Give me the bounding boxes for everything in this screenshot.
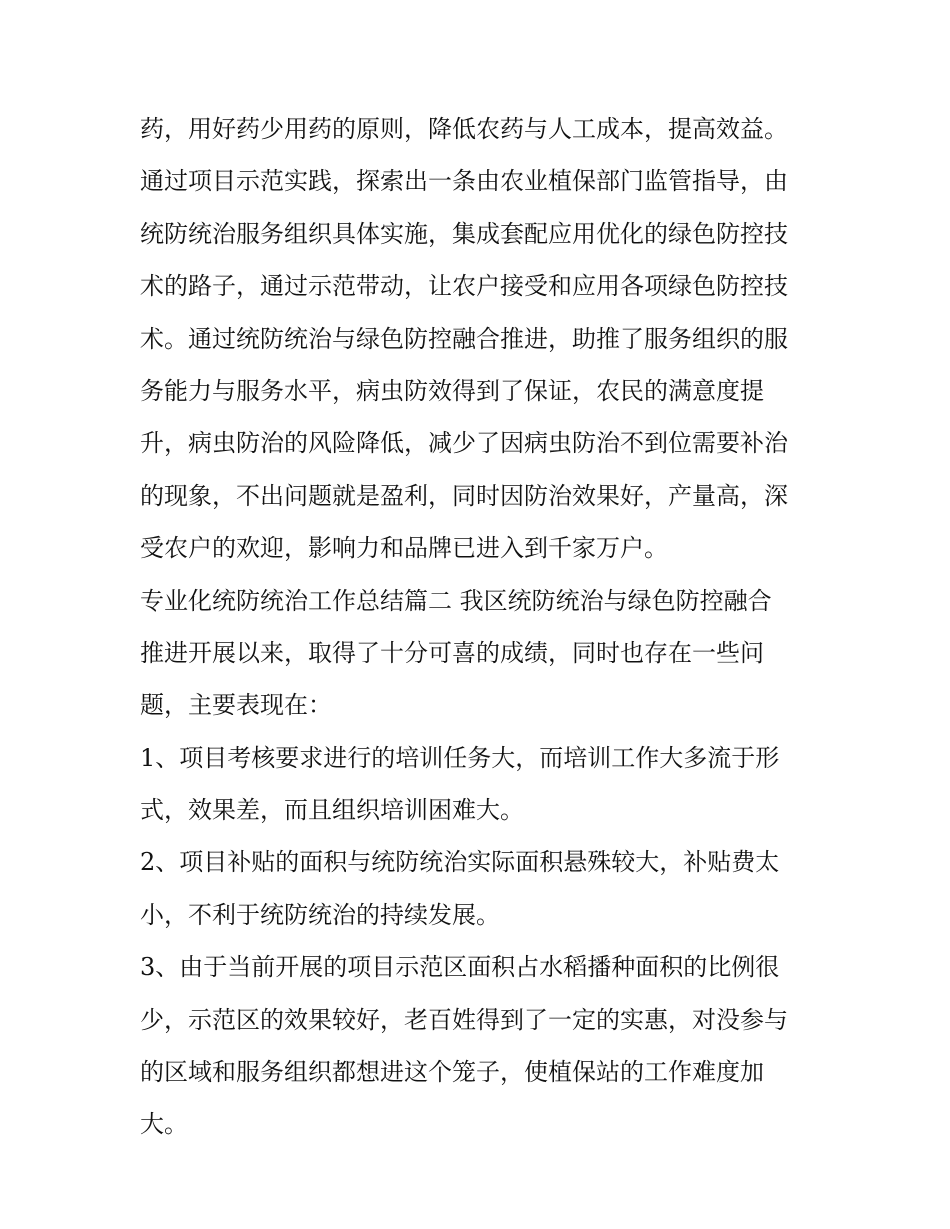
text-line: 大。 — [140, 1110, 188, 1139]
text-line: 术的路子，通过示范带动，让农户接受和应用各项绿色防控技 — [140, 272, 788, 301]
text-line: 药，用好药少用药的原则，降低农药与人工成本，提高效益。 — [140, 115, 788, 143]
text-line: 的区域和服务组织都想进这个笼子，使植保站的工作难度加 — [140, 1058, 764, 1087]
text-line: 的现象，不出问题就是盈利，同时因防治效果好，产量高，深 — [140, 481, 788, 510]
text-line: 升，病虫防治的风险降低，减少了因病虫防治不到位需要补治 — [140, 429, 788, 458]
text-line: 受农户的欢迎，影响力和品牌已进入到千家万户。 — [140, 534, 668, 563]
text-line: 少，示范区的效果较好，老百姓得到了一定的实惠，对没参与 — [140, 1005, 788, 1034]
text-line: 推进开展以来，取得了十分可喜的成绩，同时也存在一些问 — [140, 638, 764, 667]
text-line: 题，主要表现在： — [140, 691, 332, 720]
text-line: 统防统治服务组织具体实施，集成套配应用优化的绿色防控技 — [140, 219, 788, 248]
text-line: 务能力与服务水平，病虫防效得到了保证，农民的满意度提 — [140, 376, 764, 405]
text-line: 小，不利于统防统治的持续发展。 — [140, 900, 500, 929]
section-heading-line: 专业化统防统治工作总结篇二 我区统防统治与绿色防控融合 — [140, 586, 772, 615]
list-item-3-line: 3、由于当前开展的项目示范区面积占水稻播种面积的比例很 — [140, 953, 780, 982]
list-item-1-line: 1、项目考核要求进行的培训任务大，而培训工作大多流于形 — [140, 743, 780, 772]
document-body — [140, 103, 812, 1151]
text-line: 术。通过统防统治与绿色防控融合推进，助推了服务组织的服 — [140, 324, 788, 353]
list-item-2-line: 2、项目补贴的面积与统防统治实际面积悬殊较大，补贴费太 — [140, 848, 780, 877]
text-line: 通过项目示范实践，探索出一条由农业植保部门监管指导，由 — [140, 167, 788, 196]
text-line: 式，效果差，而且组织培训困难大。 — [140, 796, 524, 825]
